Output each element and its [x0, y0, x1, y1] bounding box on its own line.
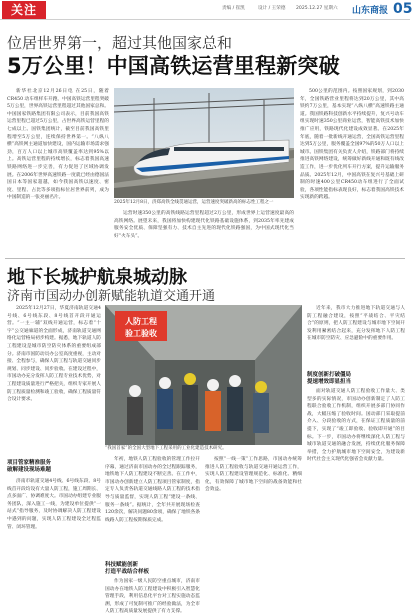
inspection-photo-image	[105, 305, 302, 445]
issue-date: 2025.12.27 星期六	[296, 6, 338, 11]
train-photo	[114, 88, 294, 198]
story2-body-mid-2: 作为国家一级人民防空重点城市，济南市国动办在地铁人防工程建设中积极引入智慧化管理手段，利用信息化平台对工程实施动态监测，形成了可复制可推广的经验做法，为全市人防工程高质量发展提供了有力支撑。	[105, 579, 200, 615]
story2-subhead-2	[105, 562, 149, 576]
story1-body-left: 新华社北京12月26日电 在25日，随着 CR450 动车组样车开跑、中国高铁运营里程突破5万公里，世界高铁运营里程超过其他国家总和。中国国家铁路集团有限公司表示，目前我国高铁运营里程已超过5万公里，占世界高铁运营里程的七成以上。国铁集团统计，截至目前我国高铁里程增至5万公里，连续保持世界第一。“八纵八横”高铁网主通道加快建设，国内运输市场需求强劲，百万人口以上城市高铁覆盖率达到95%以上。高铁运营里程的持续增长，标志着我国高速铁路网络进一步完善，有力促进了区域协调发展。在2006年世界高速铁路一度就已经由德国法国日本等国家超越，如今我国高铁以速度、密度、里程、占比等多项指标位居世界前列，成为中国制造的一张亮丽名片。	[7, 89, 109, 201]
story2-headline: 地下长城护航泉城动脉	[7, 267, 187, 288]
story2-body-left-2: 济南市轨道交通4号线、6号线东段、8号线首开段均设有大量人防工程，施工周期长、点多面广、协调难度大。市国动办组建专业服务团队，深入施工一线，为建设单位提供“一站式”指导服务，及时协调解决人防工程建设中遇到的问题，实现人防工程建设全过程监管、闭环管理。	[7, 479, 101, 530]
inspection-sign-text: 人防工程	[125, 317, 157, 326]
paper-name: 山东商报	[352, 6, 389, 16]
story2-body-right-2: 面对轨道交通人防工程验收工作量大、类型多的实际情况，市国动办创新制定了人防工程联合验收工作机制，组织开展多部门协同作战，大幅压缩了验收时间。国动部门采取提前介入、分段验收的方式，在保证工程质量的前提下，实现了“竣工即验收、验收即开通”的目标。下一步，市国动办将继续深化人防工程与城市轨道交通的融合发展，持续优化服务保障举措，全力护航城市地下空间安全，为建设新时代社会主义现代化强省会贡献力量。	[307, 389, 405, 463]
story1-kicker: 位居世界第一，超过其他国家总和	[7, 34, 233, 52]
story2-column-left-2	[7, 478, 101, 598]
train-photo-caption: 2025年12月8日，济郑高铁全线贯通运营，运营速度突破新高的标志性工程之一	[114, 200, 274, 205]
story2-column-mid-right	[205, 456, 302, 600]
inspection-photo-caption: “我国首家”的全国大型地下工程采用的工业化建造技术研究。	[105, 446, 227, 451]
story1-column-left	[7, 88, 109, 254]
story2-subhead-2-text: 科技赋能创新 打造平战结合样板	[105, 562, 150, 575]
story1-column-middle	[114, 210, 294, 254]
page-header	[0, 0, 410, 20]
inspection-sign-text-2: 验工验收	[125, 329, 157, 338]
inspection-photo	[105, 305, 302, 445]
story2-subhead-1	[7, 460, 51, 474]
story2-body-right-3: 按照“一线一策”工作思路，市国动办统筹推进人防工程验收与轨道交通开通运营工作，实现人防工程建设管理规范化、标准化、精细化，有效保障了城市地下空间的战备效能和社会效益。	[205, 457, 302, 493]
story1-column-right	[300, 88, 404, 254]
story2-kicker: 济南市国动办创新赋能轨道交通开通	[7, 289, 216, 304]
designer-credit: 设计 / 王荣德	[258, 6, 286, 11]
story2-body-left: 2025年12月27日，华夏济南轨道交通4号线、6号线东段、8号线首开段开通运营。“一主一辅”双线开通运营，标志着“十字”公交通廊道的全面形成，济南轨道交通网络化运营格局初步构建。据悉，地下轨道人防工程建设是城市防空防灾体系的重要组成部分。济南市国防动员办公室高度重视，主动对接、全程参与，确保人防工程与轨道交通同步规划、同步建设、同步验收。在建设过程中，市国动办充分发挥人防工程专业技术优势，对工程建设质量进行严格把关，组织专家开展人防工程质量检测和竣工验收，确保工程质量符合设计要求。	[7, 306, 101, 403]
story1-body-right: 500公里的范围内。按照国家规划，到2030年，全国铁路营业里程将达到20万公里，其中高铁约7万公里，基本实现“八纵八横”高速铁路主通道。我国铁路科技创新水平持续提升，复兴号动车组实现时速350公里商业运营，智能高铁技术加快推广应用，铁路现代化建设成效显著。在2025年年底，随着一批新线开通运营，全国高铁运营里程达到5万公里，服务覆盖全国97%的50万人口以上城市。国铁集团有关负责人介绍，铁路部门将持续推进高铁网络建设，统筹做好新线开通和既有线改造工作，进一步优化列车开行方案，提升运输服务品质。2025年12月，中国高铁在复兴号基础上研制的时速400公里CR450动车组进行了全面试验，各项性能指标表现良好，标志着我国高铁技术实现新的跨越。	[300, 89, 404, 201]
story2-column-left	[7, 305, 101, 445]
story2-subhead-1-text: 项目管家精准服务 破解建设现场难题	[7, 460, 52, 473]
story-divider	[5, 258, 405, 259]
page-number: 05	[393, 1, 412, 17]
story2-subhead-3	[307, 372, 351, 386]
story2-column-mid-2	[105, 578, 200, 615]
editor-credit: 责编 / 崔凯	[222, 6, 245, 11]
section-tab: 关注	[2, 1, 46, 19]
story2-column-right	[307, 305, 405, 369]
story1-body-middle: 运营时速350公里的高铁线路运营里程超过2万公里，形成世界上运营速度最高的高铁网络。展望未来，我国将加快构建现代化铁路基础设施体系，到2035年率先建成服务安全优质、保障坚强有力、技术自主先进的现代化铁路强国，为中国式现代化当好“火车头”。	[114, 211, 294, 239]
story2-body-right: 近年来，我市大力推进地下轨道交通与人防工程融合建设，按照“平战结合、平灾结合”的原则，把人防工程建设与城市地下空间开发利用紧密结合起来，充分发挥地下人防工程在城市防空防灾、应急避险中的重要作用。	[307, 306, 405, 342]
train-photo-image	[114, 88, 294, 198]
story1-headline: 5万公里！中国高铁运营里程新突破	[7, 54, 340, 78]
story2-column-right-2	[307, 388, 405, 600]
story2-column-mid	[105, 456, 200, 560]
story2-body-mid: 年初，地铁人防工程验收的管理工作拉开序幕，通过济南市国动办的全过程跟踪服务，地铁地下人防工程建设不断完善。在工作中，市国动办创新建立人防工程项目管家制度，指定专人负责各轨道交通线路人防工程的技术指导与质量监督，实现人防工程“建设一条线、服务一条线”。据统计，全年共开展现场检查120余次，解决问题80余项，确保了地铁各条线路人防工程按期保质完成。	[105, 457, 200, 523]
story2-subhead-3-text: 制度创新打破僵局 提速增效即显担当	[307, 372, 352, 385]
